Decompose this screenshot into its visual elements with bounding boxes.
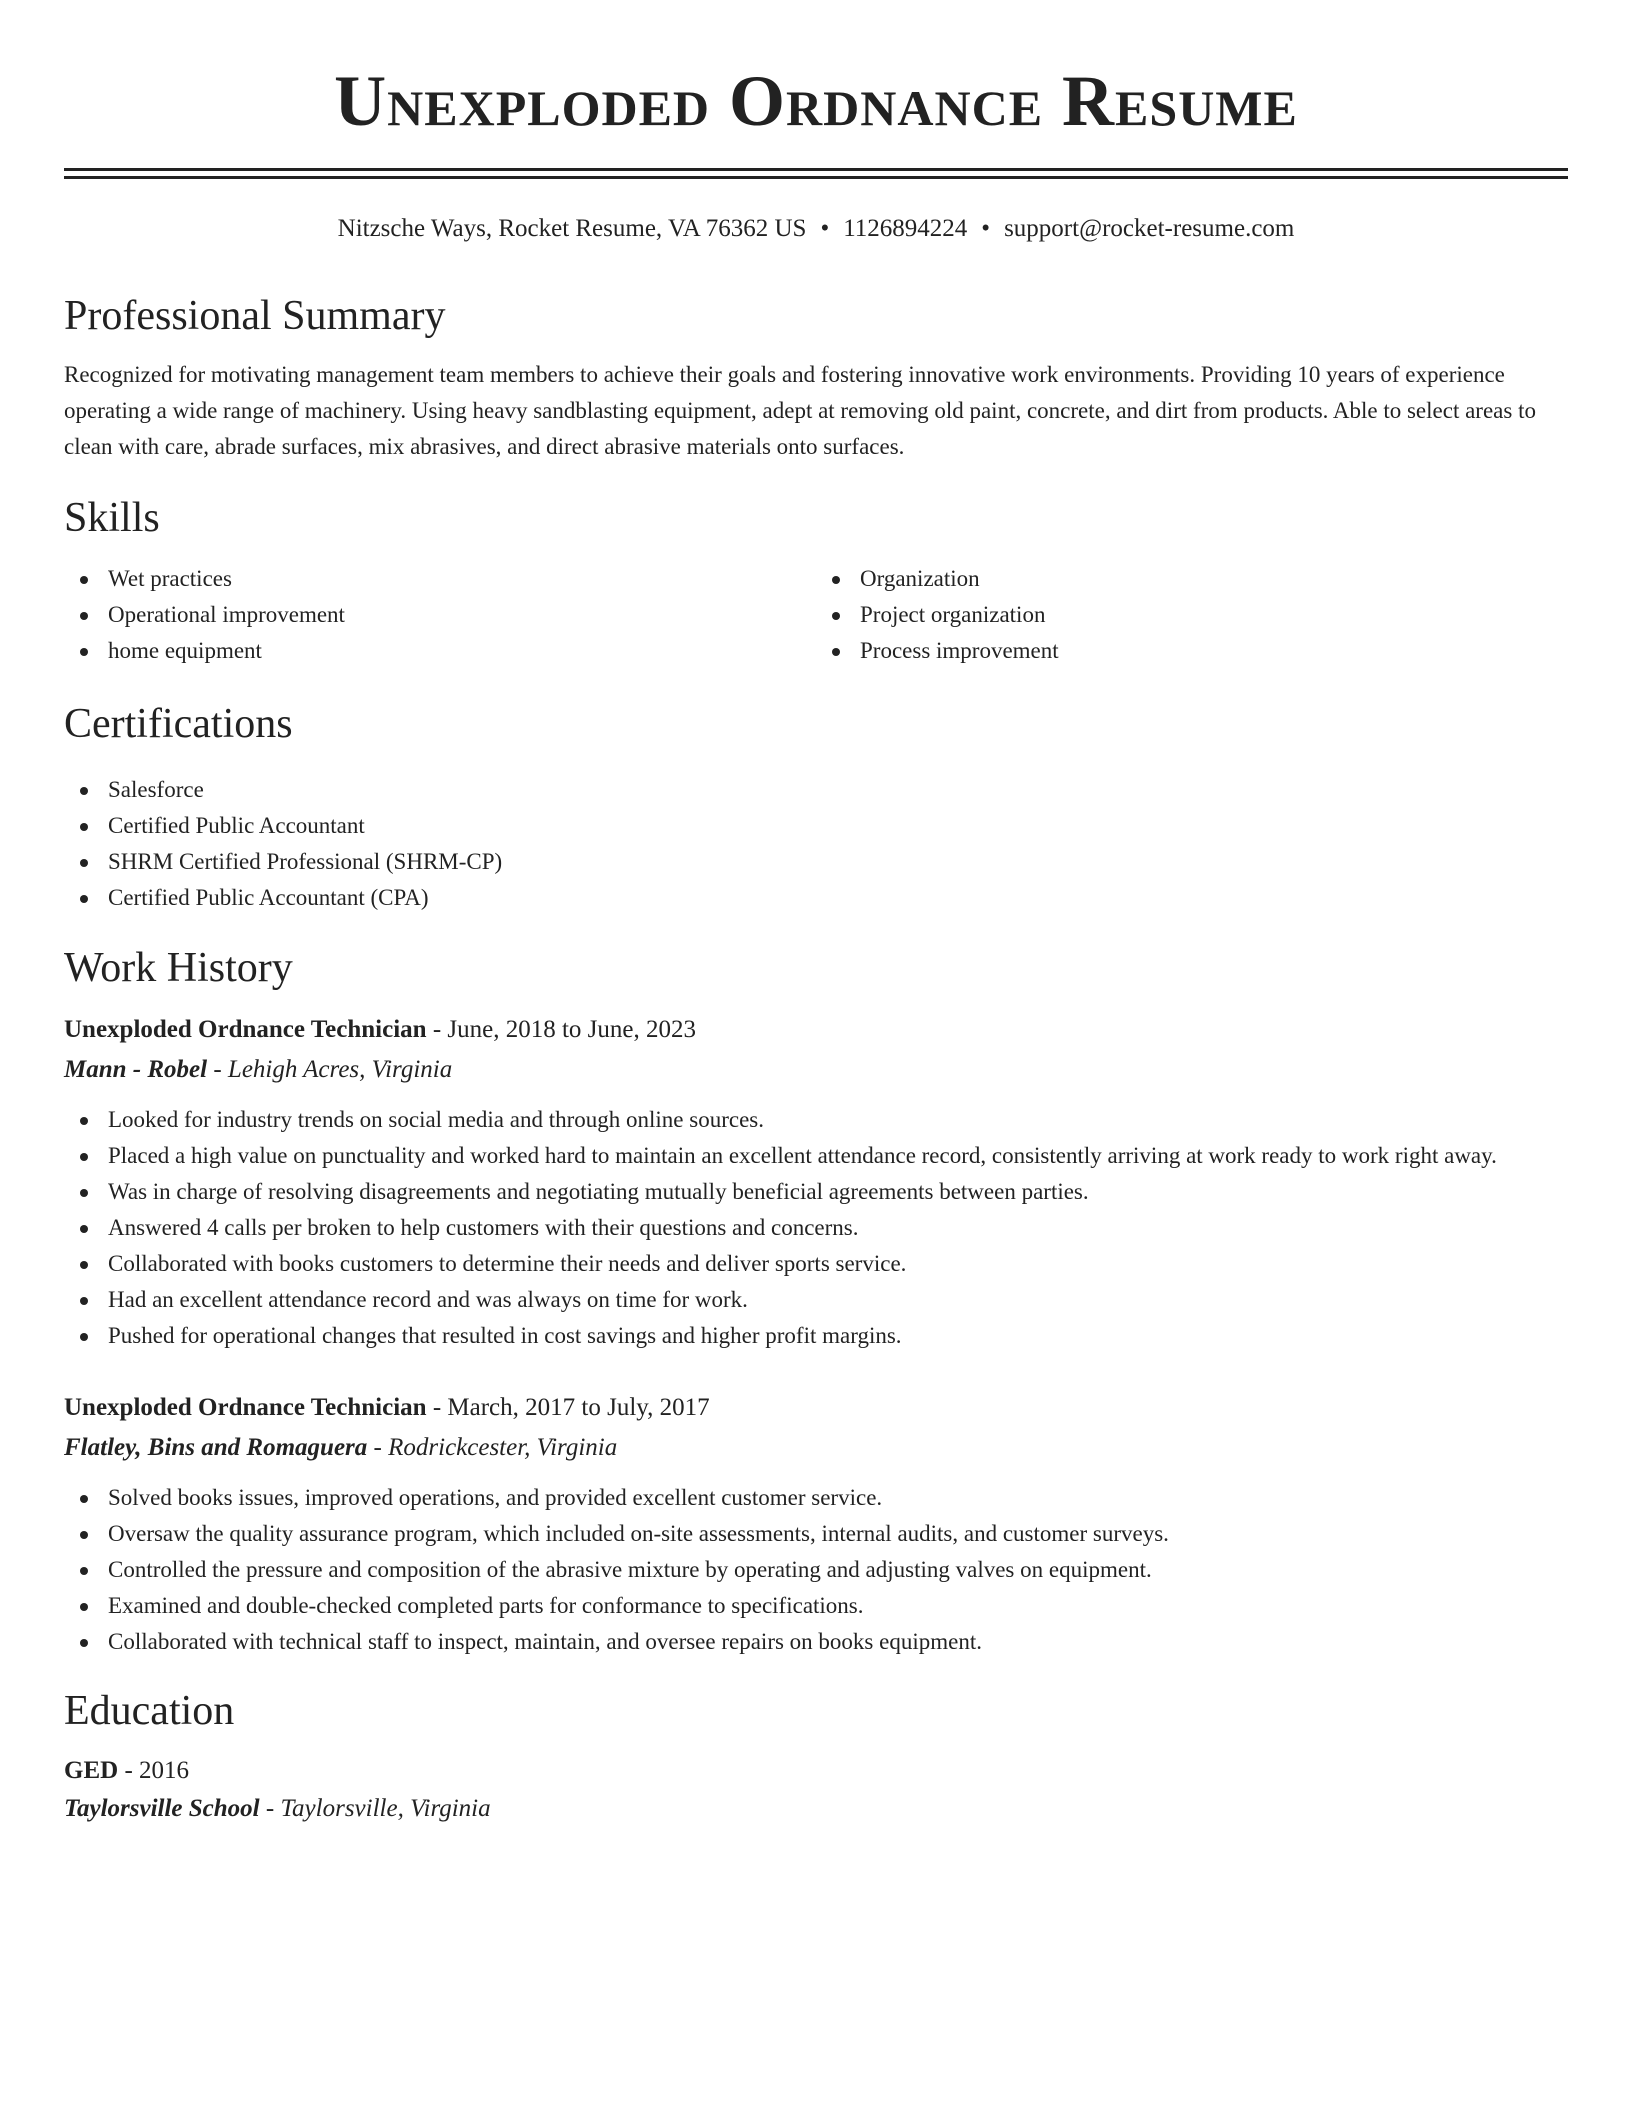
job-duty: Collaborated with technical staff to inspect, maintain, and oversee repairs on books equipment. [64, 1624, 1568, 1660]
skill-item: Wet practices [64, 561, 816, 597]
summary-heading: Professional Summary [64, 293, 446, 339]
summary-section [64, 291, 1568, 465]
job-company: Mann - Robel [64, 1056, 208, 1083]
skills-columns [64, 561, 1568, 669]
job-dash: - [426, 1016, 448, 1043]
contact-email: support@rocket-resume.com [1004, 215, 1295, 242]
education-location: Taylorsville, Virginia [280, 1795, 491, 1822]
job-dash: - [207, 1056, 228, 1083]
job-duty: Solved books issues, improved operations, and provided excellent customer service. [64, 1480, 1568, 1516]
title-double-rule [64, 168, 1568, 179]
skill-item: Project organization [816, 597, 1568, 633]
job-dash: - [367, 1434, 389, 1461]
contact-phone: 1126894224 [843, 215, 968, 242]
job-company: Flatley, Bins and Romaguera [64, 1434, 368, 1461]
job-duty: Oversaw the quality assurance program, which included on-site assessments, internal audits, and customer surveys. [64, 1516, 1568, 1552]
education-school: Taylorsville School [64, 1795, 260, 1822]
skill-item: Process improvement [816, 633, 1568, 669]
skills-list-right [816, 561, 1568, 669]
skills-section [64, 493, 1568, 669]
job-location: Rodrickcester, Virginia [388, 1434, 618, 1461]
job-duty: Controlled the pressure and composition of the abrasive mixture by operating and adjusting valves on equipment. [64, 1552, 1568, 1588]
job-title: Unexploded Ordnance Technician [64, 1016, 427, 1043]
education-dash: - [118, 1757, 140, 1784]
job-header [64, 1010, 1568, 1050]
job-duties-list [64, 1102, 1568, 1354]
contact-separator: • [981, 215, 991, 242]
job-dash: - [426, 1394, 448, 1421]
job-dates: March, 2017 to July, 2017 [447, 1394, 710, 1421]
skills-list-left [64, 561, 816, 669]
job-company-line [64, 1050, 1568, 1090]
work-history-section [64, 943, 1568, 1660]
skills-heading: Skills [64, 495, 160, 541]
job-dates: June, 2018 to June, 2023 [447, 1016, 697, 1043]
resume-title: Unexploded Ordnance Resume [334, 61, 1298, 141]
education-year: 2016 [139, 1757, 190, 1784]
certifications-list [64, 772, 1568, 916]
skill-item: Organization [816, 561, 1568, 597]
certification-item: SHRM Certified Professional (SHRM-CP) [64, 844, 1568, 880]
job-duty: Looked for industry trends on social media and through online sources. [64, 1102, 1568, 1138]
education-degree: GED [64, 1757, 119, 1784]
job-duty: Had an excellent attendance record and was always on time for work. [64, 1282, 1568, 1318]
job-entry [64, 1010, 1568, 1354]
education-dash: - [259, 1795, 281, 1822]
education-heading: Education [64, 1688, 235, 1734]
job-duties-list [64, 1480, 1568, 1660]
education-school-line [64, 1790, 1568, 1828]
job-location: Lehigh Acres, Virginia [227, 1056, 453, 1083]
work-history-heading: Work History [64, 945, 293, 991]
certification-item: Certified Public Accountant [64, 808, 1568, 844]
certifications-heading: Certifications [64, 701, 293, 747]
job-entry [64, 1388, 1568, 1660]
certification-item: Certified Public Accountant (CPA) [64, 880, 1568, 916]
job-duty: Collaborated with books customers to determine their needs and deliver sports service. [64, 1246, 1568, 1282]
education-degree-line [64, 1752, 1568, 1790]
job-duty: Answered 4 calls per broken to help customers with their questions and concerns. [64, 1210, 1568, 1246]
contact-separator: • [820, 215, 830, 242]
summary-text: Recognized for motivating management team members to achieve their goals and fostering innovative work environments. Providing 10 years of experience operating a wide range of machinery. Using heavy sandblasting equipment, adept at removing old paint, concrete, and dirt from products. Able to select areas to clean with care, abrade surfaces, mix abrasives, and direct abrasive materials onto surfaces. [64, 362, 1536, 459]
skill-item: Operational improvement [64, 597, 816, 633]
contact-line [64, 211, 1568, 247]
job-duty: Placed a high value on punctuality and worked hard to maintain an excellent attendance record, consistently arriving at work ready to work right away. [64, 1138, 1568, 1174]
job-duty: Pushed for operational changes that resulted in cost savings and higher profit margins. [64, 1318, 1568, 1354]
job-header [64, 1388, 1568, 1428]
contact-address: Nitzsche Ways, Rocket Resume, VA 76362 US [337, 215, 807, 242]
job-company-line [64, 1428, 1568, 1468]
job-title: Unexploded Ordnance Technician [64, 1394, 427, 1421]
education-section [64, 1686, 1568, 1828]
job-duty: Examined and double-checked completed parts for conformance to specifications. [64, 1588, 1568, 1624]
job-duty: Was in charge of resolving disagreements and negotiating mutually beneficial agreements between parties. [64, 1174, 1568, 1210]
certification-item: Salesforce [64, 772, 1568, 808]
skill-item: home equipment [64, 633, 816, 669]
certifications-section [64, 699, 1568, 916]
